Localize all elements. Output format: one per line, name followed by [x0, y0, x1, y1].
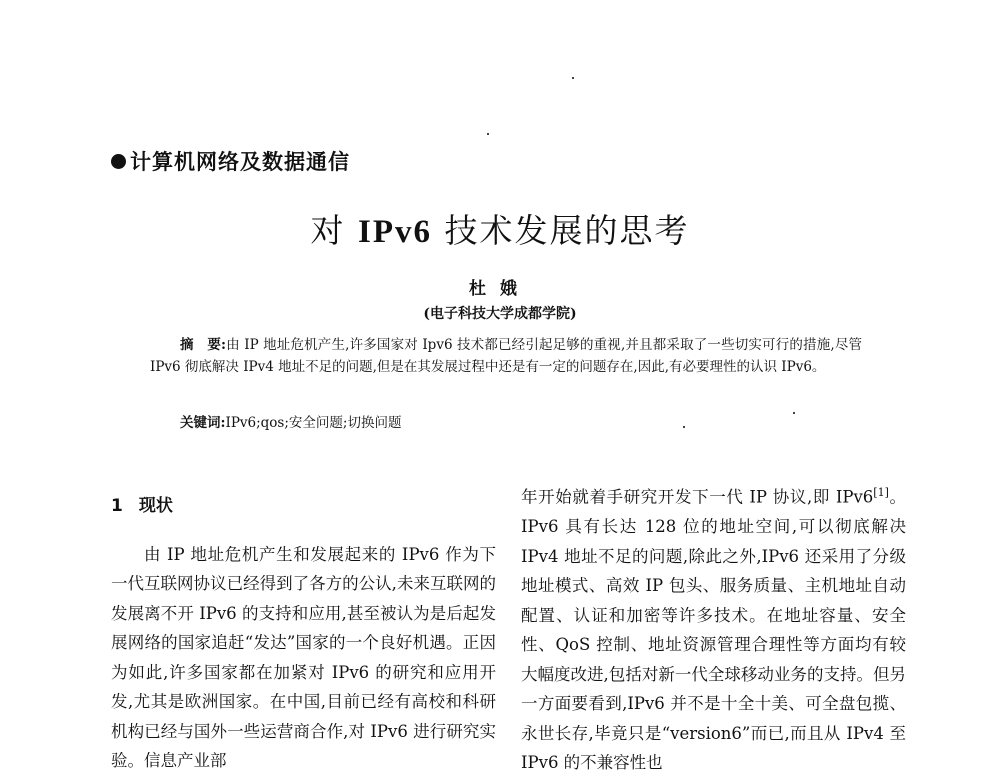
left-column: [111, 478, 496, 776]
section-title: 现状: [138, 496, 173, 516]
abstract: [150, 334, 862, 378]
scan-speck: [572, 77, 574, 79]
abstract-text: 由 IP 地址危机产生,许多国家对 Ipv6 技术都已经引起足够的重视,并且都采取了一些切实可行的措施,尽管 IPv6 彻底解决 IPv4 地址不足的问题,但是在其发展过程中还是有一定的问题存在,因此,有必要理性的认识 IPv6。: [150, 337, 862, 375]
title-post: 技术发展的思考: [432, 211, 690, 250]
keywords-label: 关键词:: [180, 415, 226, 431]
right-text-a: 年开始就着手研究开发下一代 IP 协议,即 IPv6: [521, 487, 874, 507]
abstract-label: 摘 要:: [180, 337, 226, 353]
section-tag-label: 计算机网络及数据通信: [130, 150, 350, 174]
title-pre: 对: [310, 211, 358, 250]
section-heading: [111, 492, 496, 522]
scan-speck: [487, 133, 489, 135]
citation-ref: [1]: [873, 486, 889, 499]
keywords-text: IPv6;qos;安全问题;切换问题: [225, 415, 402, 431]
right-text-b: 。IPv6 具有长达 128 位的地址空间,可以彻底解决 IPv4 地址不足的问题,除此之外,IPv6 还采用了分级地址模式、高效 IP 包头、服务质量、主机地址自动配置、认证和加密等许多技术。在地址容量、安全性、QoS 控制、地址资源管理合理性等方面均有较大幅度改进,包括对新一代全球移动业务的支持。但另一方面要看到,IPv6 并不是十全十美、可全盘包揽、永世长存,毕竟只是“version6”而已,而且从 IPv4 至 IPv6 的不兼容性也: [521, 487, 907, 772]
bullet-icon: [111, 154, 126, 169]
body-paragraph-right: [521, 478, 906, 778]
keywords: [180, 411, 401, 431]
right-column: [521, 478, 906, 778]
body-paragraph-left: 由 IP 地址危机产生和发展起来的 IPv6 作为下一代互联网协议已经得到了各方的公认,未来互联网的发展离不开 IPv6 的支持和应用,甚至被认为是后起发展网络的国家追赶“发达”国家的一个良好机遇。正因为如此,许多国家都在加紧对 IPv6 的研究和应用开发,尤其是欧洲国家。在中国,目前已经有高校和科研机构已经与国外一些运营商合作,对 IPv6 进行研究实验。信息产业部: [111, 544, 496, 770]
paper-title: [0, 205, 1000, 252]
section-number: 1: [111, 496, 123, 516]
author-name: 杜娥: [469, 279, 531, 299]
scan-speck: [793, 412, 795, 414]
section-tag: [111, 146, 350, 176]
title-bold: IPv6: [358, 214, 432, 250]
author-affiliation: (电子科技大学成都学院): [423, 306, 577, 322]
scan-speck: [683, 426, 685, 428]
